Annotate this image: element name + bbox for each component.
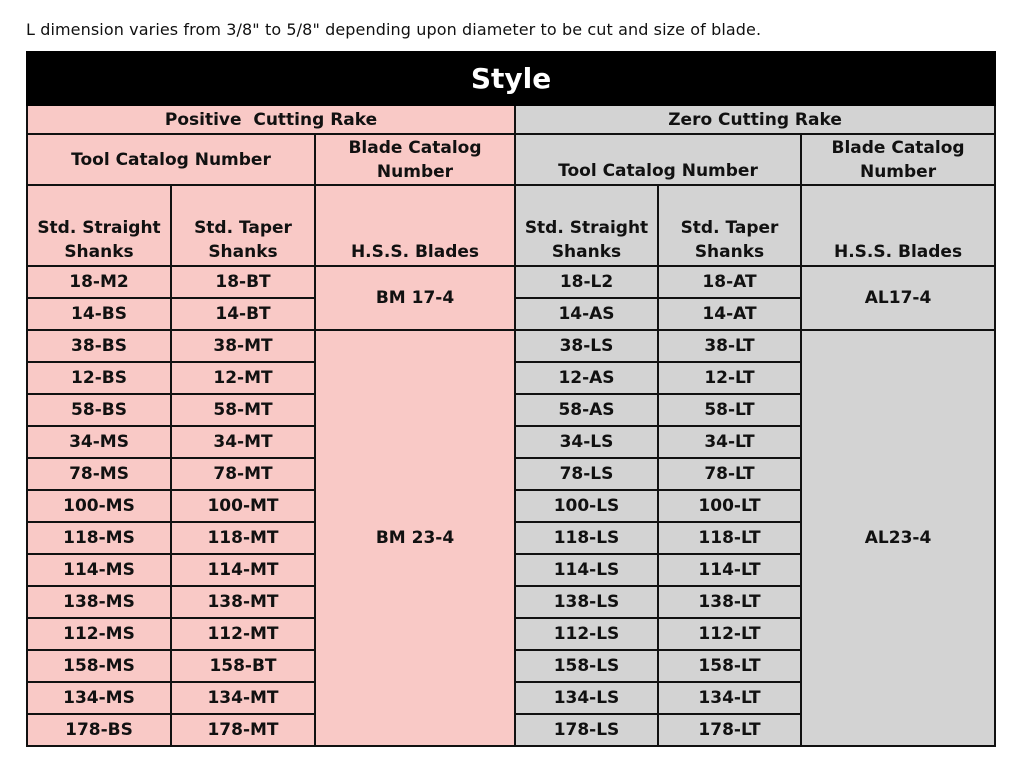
- style-table: [26, 51, 996, 747]
- zero-straight-cell: 78-LS: [515, 458, 658, 490]
- pos-straight-cell: 14-BS: [27, 298, 171, 330]
- pos-straight-cell: 178-BS: [27, 714, 171, 746]
- col-header-zero-std-taper: Std. Taper Shanks: [658, 185, 801, 266]
- zero-taper-cell: 14-AT: [658, 298, 801, 330]
- zero-blade-group-2: AL23-4: [801, 330, 995, 746]
- zero-taper-cell: 134-LT: [658, 682, 801, 714]
- zero-rake-header: Zero Cutting Rake: [515, 105, 995, 134]
- pos-taper-cell: 14-BT: [171, 298, 315, 330]
- zero-straight-cell: 114-LS: [515, 554, 658, 586]
- pos-taper-cell: 112-MT: [171, 618, 315, 650]
- zero-taper-cell: 78-LT: [658, 458, 801, 490]
- zero-blade-group-1: AL17-4: [801, 266, 995, 330]
- pos-blade-group-1: BM 17-4: [315, 266, 515, 330]
- zero-taper-cell: 100-LT: [658, 490, 801, 522]
- zero-straight-cell: 12-AS: [515, 362, 658, 394]
- pos-taper-cell: 12-MT: [171, 362, 315, 394]
- pos-taper-cell: 158-BT: [171, 650, 315, 682]
- pos-taper-cell: 100-MT: [171, 490, 315, 522]
- zero-straight-cell: 100-LS: [515, 490, 658, 522]
- zero-straight-cell: 14-AS: [515, 298, 658, 330]
- col-header-pos-hss-blades: H.S.S. Blades: [315, 185, 515, 266]
- table-row: [27, 330, 995, 362]
- zero-straight-cell: 178-LS: [515, 714, 658, 746]
- zero-taper-cell: 158-LT: [658, 650, 801, 682]
- pos-taper-cell: 138-MT: [171, 586, 315, 618]
- pos-tool-catalog-header: Tool Catalog Number: [27, 134, 315, 185]
- pos-taper-cell: 134-MT: [171, 682, 315, 714]
- zero-taper-cell: 18-AT: [658, 266, 801, 298]
- col-header-pos-std-straight: Std. Straight Shanks: [27, 185, 171, 266]
- zero-taper-cell: 178-LT: [658, 714, 801, 746]
- pos-straight-cell: 158-MS: [27, 650, 171, 682]
- zero-taper-cell: 38-LT: [658, 330, 801, 362]
- pos-taper-cell: 178-MT: [171, 714, 315, 746]
- zero-straight-cell: 38-LS: [515, 330, 658, 362]
- style-table-container: [26, 51, 994, 747]
- pos-straight-cell: 138-MS: [27, 586, 171, 618]
- zero-tool-catalog-header: Tool Catalog Number: [515, 134, 801, 185]
- zero-taper-cell: 58-LT: [658, 394, 801, 426]
- pos-straight-cell: 58-BS: [27, 394, 171, 426]
- zero-straight-cell: 112-LS: [515, 618, 658, 650]
- pos-taper-cell: 58-MT: [171, 394, 315, 426]
- pos-straight-cell: 112-MS: [27, 618, 171, 650]
- col-header-zero-std-straight: Std. Straight Shanks: [515, 185, 658, 266]
- table-title: Style: [27, 52, 995, 105]
- zero-taper-cell: 118-LT: [658, 522, 801, 554]
- pos-taper-cell: 114-MT: [171, 554, 315, 586]
- pos-straight-cell: 134-MS: [27, 682, 171, 714]
- pos-straight-cell: 114-MS: [27, 554, 171, 586]
- zero-taper-cell: 112-LT: [658, 618, 801, 650]
- pos-taper-cell: 18-BT: [171, 266, 315, 298]
- pos-straight-cell: 34-MS: [27, 426, 171, 458]
- positive-rake-header: Positive Cutting Rake: [27, 105, 515, 134]
- pos-straight-cell: 78-MS: [27, 458, 171, 490]
- zero-taper-cell: 138-LT: [658, 586, 801, 618]
- zero-straight-cell: 138-LS: [515, 586, 658, 618]
- zero-blade-catalog-header: Blade Catalog Number: [801, 134, 995, 185]
- pos-straight-cell: 18-M2: [27, 266, 171, 298]
- zero-taper-cell: 12-LT: [658, 362, 801, 394]
- zero-straight-cell: 158-LS: [515, 650, 658, 682]
- zero-straight-cell: 134-LS: [515, 682, 658, 714]
- pos-straight-cell: 12-BS: [27, 362, 171, 394]
- col-header-zero-hss-blades: H.S.S. Blades: [801, 185, 995, 266]
- pos-straight-cell: 100-MS: [27, 490, 171, 522]
- pos-taper-cell: 118-MT: [171, 522, 315, 554]
- zero-straight-cell: 34-LS: [515, 426, 658, 458]
- pos-taper-cell: 78-MT: [171, 458, 315, 490]
- pos-blade-catalog-header: Blade Catalog Number: [315, 134, 515, 185]
- col-header-pos-std-taper: Std. Taper Shanks: [171, 185, 315, 266]
- pos-taper-cell: 38-MT: [171, 330, 315, 362]
- zero-straight-cell: 18-L2: [515, 266, 658, 298]
- pos-taper-cell: 34-MT: [171, 426, 315, 458]
- table-row: [27, 266, 995, 298]
- pos-blade-group-2: BM 23-4: [315, 330, 515, 746]
- zero-taper-cell: 114-LT: [658, 554, 801, 586]
- dimension-note: L dimension varies from 3/8" to 5/8" depending upon diameter to be cut and size of blade.: [26, 20, 762, 39]
- zero-straight-cell: 58-AS: [515, 394, 658, 426]
- zero-straight-cell: 118-LS: [515, 522, 658, 554]
- zero-taper-cell: 34-LT: [658, 426, 801, 458]
- pos-straight-cell: 118-MS: [27, 522, 171, 554]
- pos-straight-cell: 38-BS: [27, 330, 171, 362]
